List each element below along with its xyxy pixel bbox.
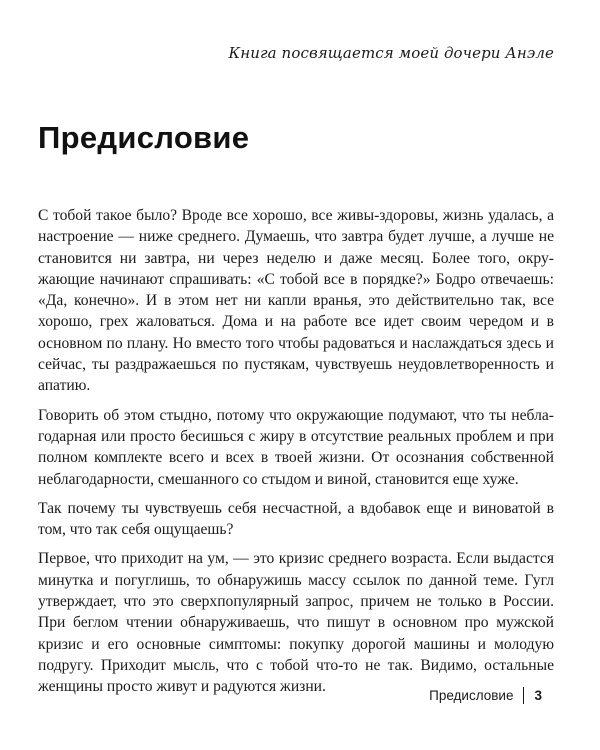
page-footer xyxy=(429,687,542,704)
body-text xyxy=(38,205,554,706)
dedication: Книга посвящается моей дочери Анэле xyxy=(228,44,554,62)
running-footer-section: Предисловие xyxy=(429,688,514,703)
chapter-title: Предисловие xyxy=(38,120,250,155)
page-number: 3 xyxy=(534,688,542,703)
paragraph: С тобой такое было? Вроде все хорошо, все живы-здоровы, жизнь удалась, а настроение — ниже среднего. Думаешь, что завтра будет лучше, а лучше не становится ни завтра, ни через неделю и даже месяц. Более того, окружающие начинают спрашивать: «С тобой все в порядке?» Бодро отвечаешь: «Да, конечно». И в этом нет ни капли вранья, это действительно так, все хорошо, грех жаловаться. Дома и на работе все идет своим чередом и в основном по плану. Но вместо того чтобы радоваться и наслаждаться здесь и сейчас, ты раздражаешься по пустякам, чувствуешь неудовлетворенность и апатию. xyxy=(38,207,554,395)
paragraph: Первое, что приходит на ум, — это кризис среднего возраста. Если выдастся минутка и погуглишь, то обнаружишь массу ссылок по данной теме. Гугл утверждает, что это сверхпопулярный запрос, причем не только в России. При беглом чтении обнаруживаешь, что пишут в основном про мужской кризис и его основные симптомы: покупку дорогой машины и молодую подругу. Приходит мысль, что с тобой что-то не так. Видимо, остальные женщины просто живут и радуются жизни. xyxy=(38,550,554,696)
paragraph: Говорить об этом стыдно, потому что окружающие подумают, что ты неблагодарная или просто бесишься с жиру в отсутствие реальных проблем и при полном комплекте всего и всех в твоей жизни. От осознания собственной неблагодарности, смешанного со стыдом и виной, становится еще хуже. xyxy=(38,406,554,488)
footer-divider xyxy=(523,687,524,704)
paragraph: Так почему ты чувствуешь себя несчастной, а вдобавок еще и виноватой в том, что так себя ощущаешь? xyxy=(38,499,554,539)
